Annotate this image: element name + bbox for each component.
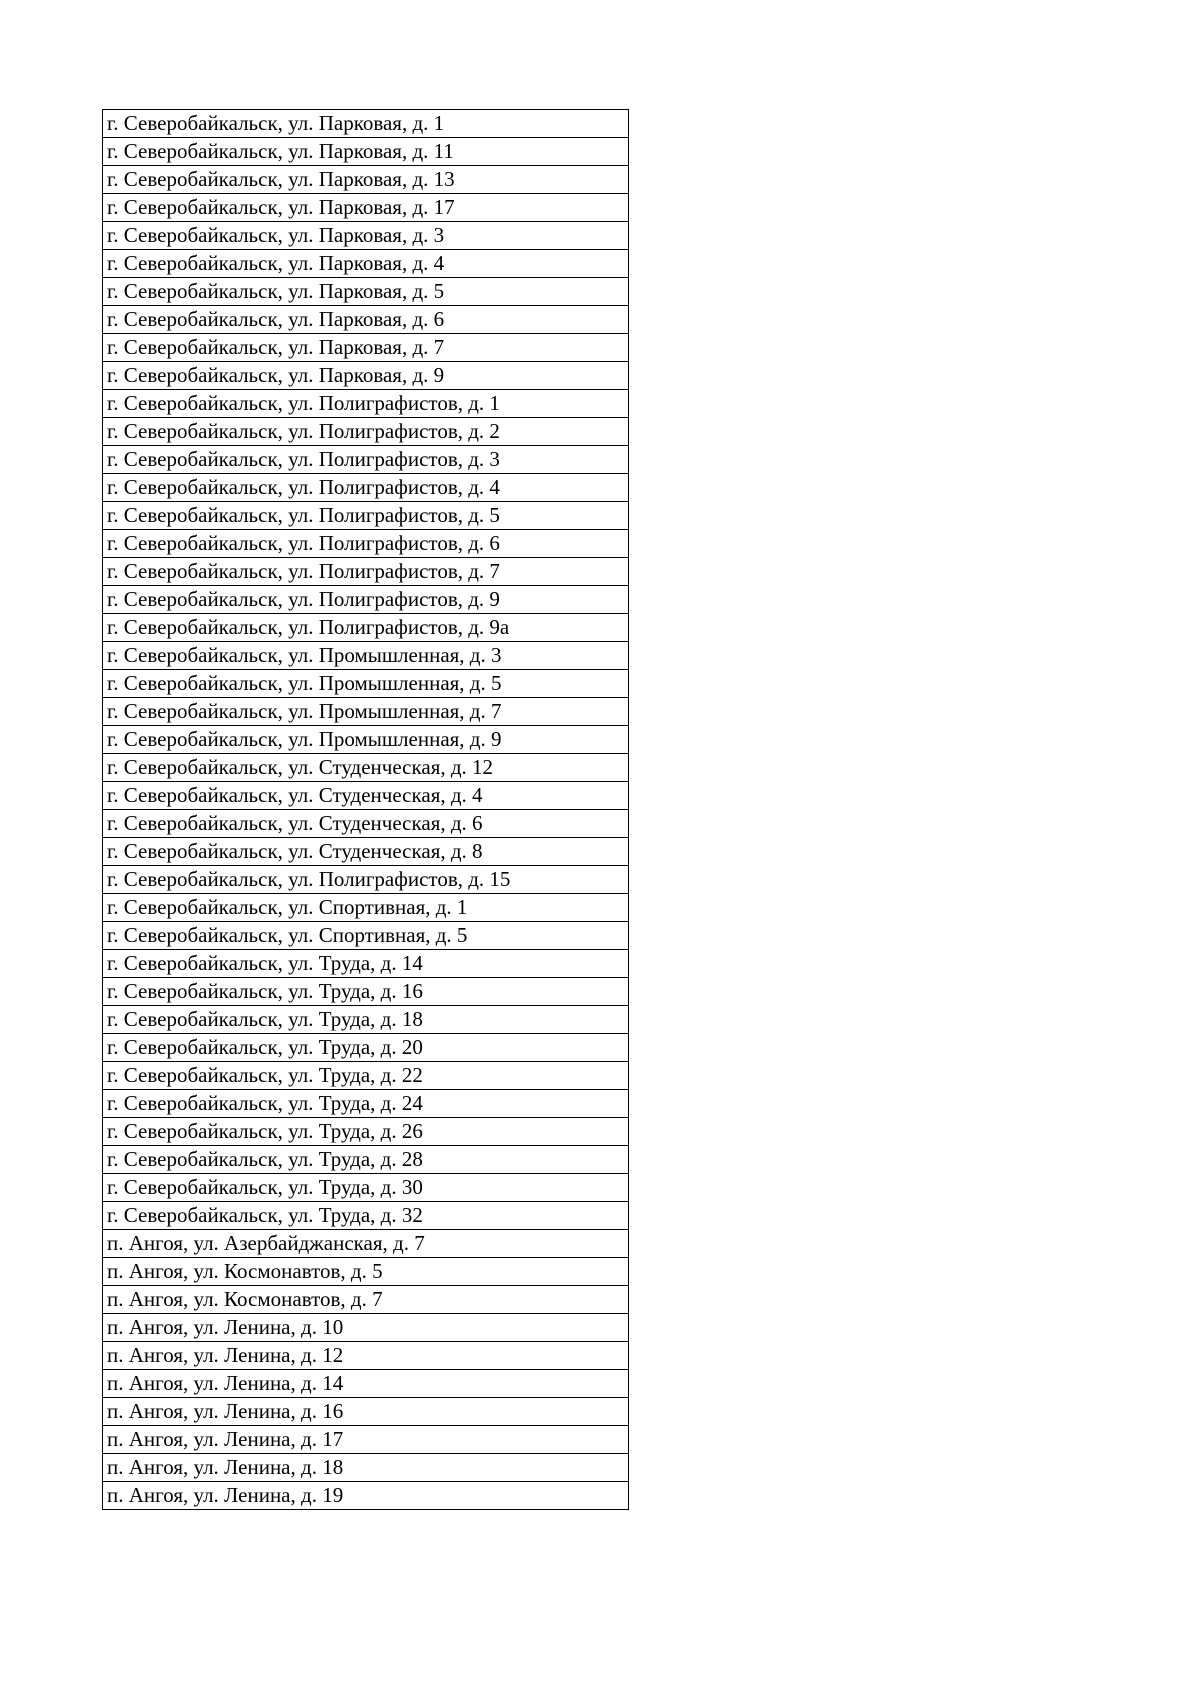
table-row <box>103 194 629 222</box>
address-cell: п. Ангоя, ул. Азербайджанская, д. 7 <box>103 1230 629 1258</box>
table-row <box>103 1146 629 1174</box>
table-row <box>103 1090 629 1118</box>
table-row <box>103 306 629 334</box>
address-cell: г. Северобайкальск, ул. Труда, д. 30 <box>103 1174 629 1202</box>
address-cell: г. Северобайкальск, ул. Труда, д. 20 <box>103 1034 629 1062</box>
table-row <box>103 390 629 418</box>
address-cell: п. Ангоя, ул. Ленина, д. 14 <box>103 1370 629 1398</box>
address-cell: г. Северобайкальск, ул. Спортивная, д. 1 <box>103 894 629 922</box>
table-row <box>103 838 629 866</box>
table-row <box>103 138 629 166</box>
table-row <box>103 614 629 642</box>
address-cell: г. Северобайкальск, ул. Полиграфистов, д. 3 <box>103 446 629 474</box>
table-row <box>103 1034 629 1062</box>
table-row <box>103 362 629 390</box>
table-row <box>103 642 629 670</box>
table-row <box>103 502 629 530</box>
table-row <box>103 1230 629 1258</box>
address-cell: г. Северобайкальск, ул. Парковая, д. 7 <box>103 334 629 362</box>
address-cell: г. Северобайкальск, ул. Труда, д. 26 <box>103 1118 629 1146</box>
address-cell: г. Северобайкальск, ул. Полиграфистов, д. 1 <box>103 390 629 418</box>
table-row <box>103 1342 629 1370</box>
address-cell: п. Ангоя, ул. Космонавтов, д. 5 <box>103 1258 629 1286</box>
address-cell: г. Северобайкальск, ул. Труда, д. 28 <box>103 1146 629 1174</box>
address-cell: г. Северобайкальск, ул. Парковая, д. 17 <box>103 194 629 222</box>
address-cell: г. Северобайкальск, ул. Полиграфистов, д. 9 <box>103 586 629 614</box>
address-cell: г. Северобайкальск, ул. Промышленная, д. 3 <box>103 642 629 670</box>
table-row <box>103 670 629 698</box>
address-cell: г. Северобайкальск, ул. Полиграфистов, д. 2 <box>103 418 629 446</box>
table-row <box>103 698 629 726</box>
table-row <box>103 1370 629 1398</box>
table-row <box>103 1258 629 1286</box>
address-cell: г. Северобайкальск, ул. Промышленная, д. 9 <box>103 726 629 754</box>
address-cell: г. Северобайкальск, ул. Полиграфистов, д. 4 <box>103 474 629 502</box>
table-row <box>103 1454 629 1482</box>
address-cell: г. Северобайкальск, ул. Труда, д. 32 <box>103 1202 629 1230</box>
table-row <box>103 334 629 362</box>
address-cell: г. Северобайкальск, ул. Студенческая, д. 12 <box>103 754 629 782</box>
address-cell: г. Северобайкальск, ул. Промышленная, д. 7 <box>103 698 629 726</box>
address-cell: г. Северобайкальск, ул. Полиграфистов, д. 5 <box>103 502 629 530</box>
table-row <box>103 782 629 810</box>
table-row <box>103 1006 629 1034</box>
address-cell: г. Северобайкальск, ул. Парковая, д. 5 <box>103 278 629 306</box>
address-cell: г. Северобайкальск, ул. Полиграфистов, д. 15 <box>103 866 629 894</box>
address-cell: г. Северобайкальск, ул. Парковая, д. 1 <box>103 110 629 138</box>
address-cell: г. Северобайкальск, ул. Парковая, д. 11 <box>103 138 629 166</box>
table-row <box>103 726 629 754</box>
address-cell: п. Ангоя, ул. Ленина, д. 19 <box>103 1482 629 1510</box>
table-row <box>103 1426 629 1454</box>
address-cell: г. Северобайкальск, ул. Труда, д. 14 <box>103 950 629 978</box>
address-cell: г. Северобайкальск, ул. Парковая, д. 6 <box>103 306 629 334</box>
address-cell: г. Северобайкальск, ул. Парковая, д. 3 <box>103 222 629 250</box>
address-cell: г. Северобайкальск, ул. Полиграфистов, д. 9а <box>103 614 629 642</box>
table-row <box>103 1286 629 1314</box>
address-cell: г. Северобайкальск, ул. Труда, д. 22 <box>103 1062 629 1090</box>
table-row <box>103 278 629 306</box>
table-row <box>103 530 629 558</box>
address-cell: г. Северобайкальск, ул. Труда, д. 16 <box>103 978 629 1006</box>
address-cell: г. Северобайкальск, ул. Труда, д. 18 <box>103 1006 629 1034</box>
table-row <box>103 558 629 586</box>
table-row <box>103 250 629 278</box>
table-row <box>103 166 629 194</box>
table-row <box>103 1062 629 1090</box>
address-cell: п. Ангоя, ул. Ленина, д. 12 <box>103 1342 629 1370</box>
address-cell: п. Ангоя, ул. Ленина, д. 10 <box>103 1314 629 1342</box>
address-cell: г. Северобайкальск, ул. Промышленная, д. 5 <box>103 670 629 698</box>
address-cell: г. Северобайкальск, ул. Парковая, д. 4 <box>103 250 629 278</box>
address-cell: г. Северобайкальск, ул. Спортивная, д. 5 <box>103 922 629 950</box>
table-row <box>103 894 629 922</box>
address-cell: п. Ангоя, ул. Ленина, д. 16 <box>103 1398 629 1426</box>
table-row <box>103 474 629 502</box>
table-row <box>103 1174 629 1202</box>
table-row <box>103 418 629 446</box>
table-row <box>103 1314 629 1342</box>
table-row <box>103 110 629 138</box>
address-table-body <box>103 110 629 1510</box>
table-row <box>103 446 629 474</box>
table-row <box>103 586 629 614</box>
address-cell: г. Северобайкальск, ул. Полиграфистов, д. 7 <box>103 558 629 586</box>
table-row <box>103 1398 629 1426</box>
address-cell: п. Ангоя, ул. Ленина, д. 18 <box>103 1454 629 1482</box>
address-cell: г. Северобайкальск, ул. Парковая, д. 9 <box>103 362 629 390</box>
table-row <box>103 1202 629 1230</box>
address-cell: п. Ангоя, ул. Ленина, д. 17 <box>103 1426 629 1454</box>
address-cell: г. Северобайкальск, ул. Студенческая, д. 8 <box>103 838 629 866</box>
table-row <box>103 866 629 894</box>
address-cell: п. Ангоя, ул. Космонавтов, д. 7 <box>103 1286 629 1314</box>
table-row <box>103 810 629 838</box>
table-row <box>103 222 629 250</box>
address-cell: г. Северобайкальск, ул. Труда, д. 24 <box>103 1090 629 1118</box>
address-cell: г. Северобайкальск, ул. Полиграфистов, д. 6 <box>103 530 629 558</box>
table-row <box>103 1118 629 1146</box>
table-row <box>103 922 629 950</box>
table-row <box>103 754 629 782</box>
table-row <box>103 950 629 978</box>
address-table <box>102 109 629 1510</box>
address-cell: г. Северобайкальск, ул. Студенческая, д. 4 <box>103 782 629 810</box>
table-row <box>103 1482 629 1510</box>
table-row <box>103 978 629 1006</box>
address-cell: г. Северобайкальск, ул. Парковая, д. 13 <box>103 166 629 194</box>
address-cell: г. Северобайкальск, ул. Студенческая, д. 6 <box>103 810 629 838</box>
